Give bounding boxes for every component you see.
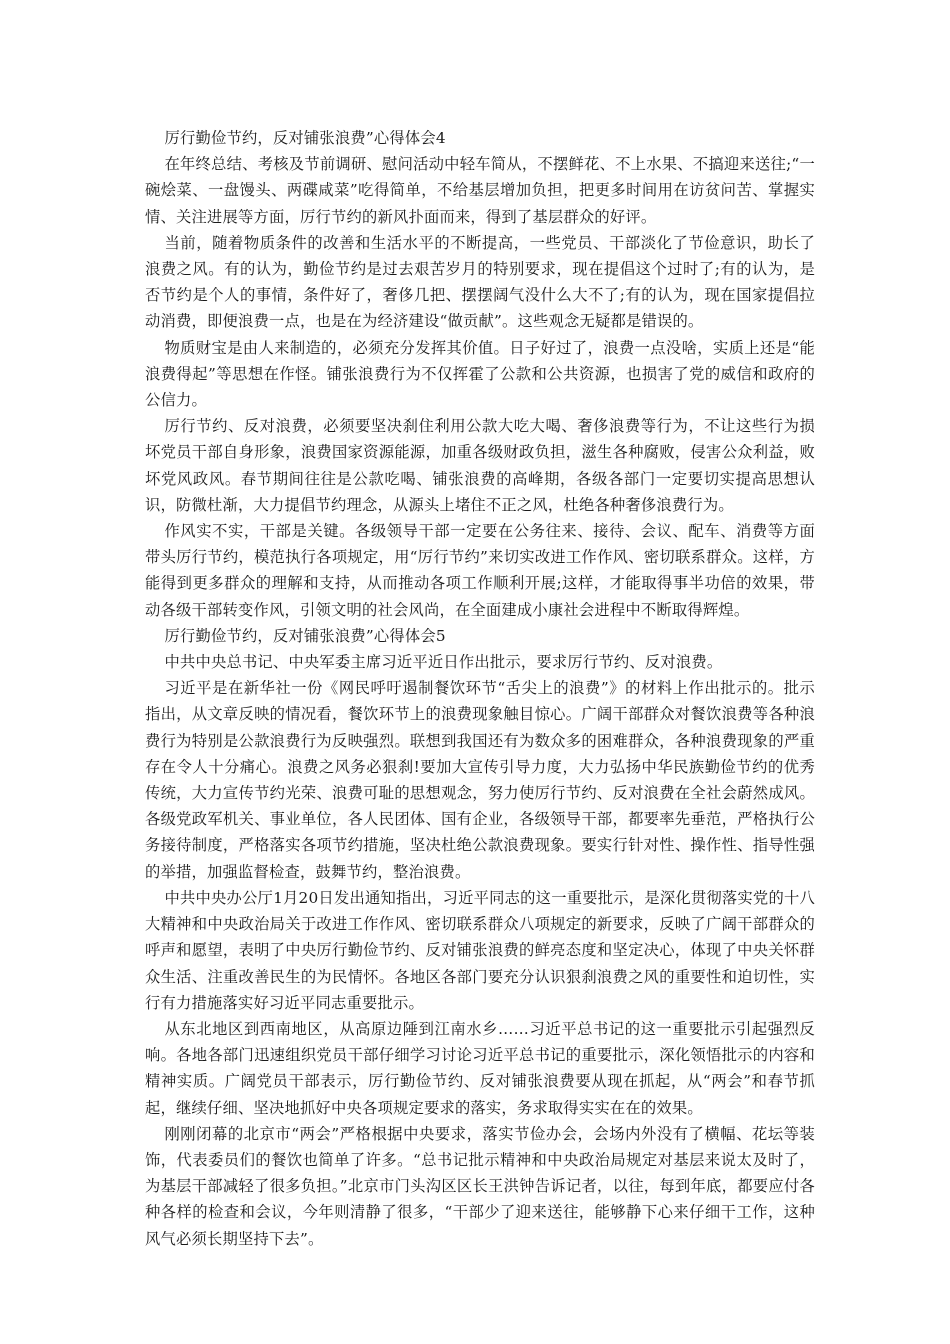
paragraph: 中共中央总书记、中央军委主席习近平近日作出批示，要求厉行节约、反对浪费。 (164, 653, 723, 672)
paragraph: 在年终总结、考核及节前调研、慰问活动中轻车简从，不摆鲜花、不上水果、不搞迎来送往;“一碗烩菜、一盘馒头、两碟咸菜”吃得简单，不给基层增加负担，把更多时间用在访贫问苦、掌握实情、关注进展等方面，厉行节约的新风扑面而来，得到了基层群众的好评。 (145, 155, 815, 226)
paragraph: 中共中央办公厅1月20日发出通知指出，习近平同志的这一重要批示，是深化贯彻落实党的十八大精神和中央政治局关于改进工作作风、密切联系群众八项规定的新要求，反映了广阔干部群众的呼声和愿望，表明了中央厉行勤俭节约、反对铺张浪费的鲜亮态度和坚定决心，体现了中央关怀群众生活、注重改善民生的为民情怀。各地区各部门要充分认识狠刹浪费之风的重要性和迫切性，实行有力措施落实好习近平同志重要批示。 (145, 888, 815, 1012)
paragraph: 从东北地区到西南地区，从高原边陲到江南水乡……习近平总书记的这一重要批示引起强烈反响。各地各部门迅速组织党员干部仔细学习讨论习近平总书记的重要批示，深化领悟批示的内容和精神实质。广阔党员干部表示，厉行勤俭节约、反对铺张浪费要从现在抓起，从“两会”和春节抓起，继续仔细、坚决地抓好中央各项规定要求的落实，务求取得实实在在的效果。 (145, 1019, 815, 1117)
section-title: 厉行勤俭节约，反对铺张浪费”心得体会4 (164, 129, 446, 147)
section-5 (145, 623, 815, 1252)
section-title: 厉行勤俭节约，反对铺张浪费”心得体会5 (164, 626, 446, 645)
document-page (145, 125, 815, 1252)
paragraph: 习近平是在新华社一份《网民呼吁遏制餐饮环节“舌尖上的浪费”》的材料上作出批示的。批示指出，从文章反映的情况看，餐饮环节上的浪费现象触目惊心。广阔干部群众对餐饮浪费等各种浪费行为特别是公款浪费行为反映强烈。联想到我国还有为数众多的困难群众，各种浪费现象的严重存在令人十分痛心。浪费之风务必狠刹!要加大宣传引导力度，大力弘扬中华民族勤俭节约的优秀传统，大力宣传节约光荣、浪费可耻的思想观念，努力使厉行节约、反对浪费在全社会蔚然成风。各级党政军机关、事业单位，各人民团体、国有企业，各级领导干部，都要率先垂范，严格执行公务接待制度，严格落实各项节约措施，坚决杜绝公款浪费现象。要实行针对性、操作性、指导性强的举措，加强监督检查，鼓舞节约，整治浪费。 (145, 679, 815, 881)
paragraph: 厉行节约、反对浪费，必须要坚决刹住利用公款大吃大喝、奢侈浪费等行为，不让这些行为损坏党员干部自身形象，浪费国家资源能源，加重各级财政负担，滋生各种腐败，侵害公众利益，败坏党风政风。春节期间往往是公款吃喝、铺张浪费的高峰期，各级各部门一定要切实提高思想认识，防微杜渐，大力提倡节约理念，从源头上堵住不正之风，杜绝各种奢侈浪费行为。 (145, 417, 815, 514)
paragraph: 作风实不实，干部是关键。各级领导干部一定要在公务往来、接待、会议、配车、消费等方面带头厉行节约，模范执行各项规定，用“厉行节约”来切实改进工作作风、密切联系群众。这样，方能得到更多群众的理解和支持，从而推动各项工作顺利开展;这样，才能取得事半功倍的效果，带动各级干部转变作风，引领文明的社会风尚，在全面建成小康社会进程中不断取得辉煌。 (145, 522, 815, 619)
paragraph: 刚刚闭幕的北京市“两会”严格根据中央要求，落实节俭办会，会场内外没有了横幅、花坛等装饰，代表委员们的餐饮也简单了许多。“总书记批示精神和中央政治局规定对基层来说太及时了，为基层干部减轻了很多负担。”北京市门头沟区区长王洪钟告诉记者，以往，每到年底，都要应付各种各样的检查和会议，今年则清静了很多，“干部少了迎来送往，能够静下心来仔细干工作，这种风气必须长期坚持下去”。 (145, 1124, 815, 1248)
paragraph: 当前，随着物质条件的改善和生活水平的不断提高，一些党员、干部淡化了节俭意识，助长了浪费之风。有的认为，勤俭节约是过去艰苦岁月的特别要求，现在提倡这个过时了;有的认为，是否节约是个人的事情，条件好了，奢侈几把、摆摆阔气没什么大不了;有的认为，现在国家提倡拉动消费，即便浪费一点，也是在为经济建设“做贡献”。这些观念无疑都是错误的。 (145, 233, 815, 331)
section-4 (145, 125, 815, 623)
paragraph: 物质财宝是由人来制造的，必须充分发挥其价值。日子好过了，浪费一点没啥，实质上还是“能浪费得起”等思想在作怪。铺张浪费行为不仅挥霍了公款和公共资源，也损害了党的威信和政府的公信力。 (145, 338, 815, 410)
